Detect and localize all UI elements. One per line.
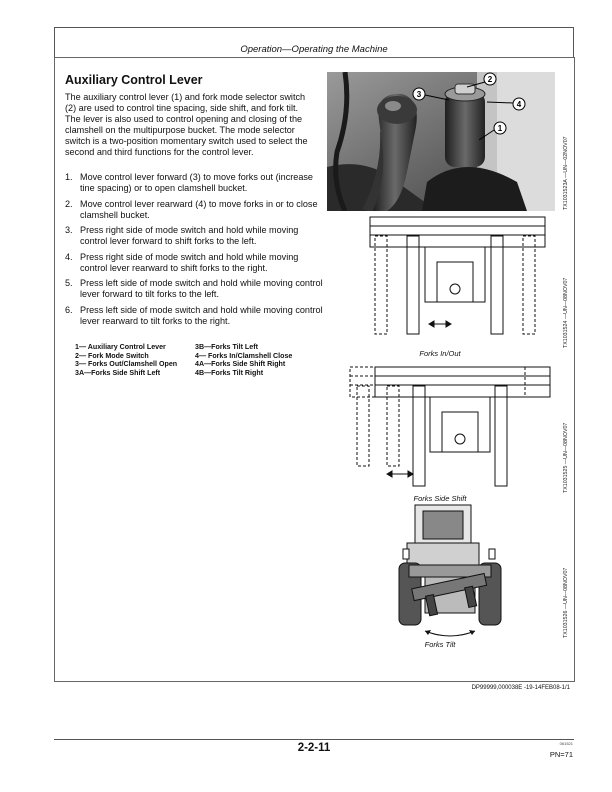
forks-tilt-caption: Forks Tilt: [424, 640, 456, 649]
legend-right: [195, 343, 325, 378]
legend-left: [75, 343, 195, 378]
step-text: Press right side of mode switch and hold while moving control lever forward to shift forks to the left.: [80, 225, 299, 247]
step-number: 1.: [65, 172, 73, 182]
forks-in-out-diagram: [355, 214, 555, 350]
steps-list: [65, 172, 325, 332]
header-rule: [54, 27, 574, 28]
section-heading: Auxiliary Control Lever: [65, 73, 203, 87]
control-lever-photo: [327, 72, 555, 211]
legend-item: 2— Fork Mode Switch: [75, 351, 149, 360]
legend-item: 1— Auxiliary Control Lever: [75, 343, 166, 351]
callout-2: 2: [487, 75, 493, 84]
callout-3: 3: [416, 90, 422, 99]
forks-tilt-diagram: [385, 503, 515, 643]
callout-4: 4: [516, 100, 522, 109]
footer-rule: [54, 739, 574, 740]
forks-in-out-caption: Forks In/Out: [419, 349, 461, 358]
step-number: 2.: [65, 198, 73, 209]
step-number: 4.: [65, 251, 73, 262]
step-text: Move control lever rearward (4) to move forks in or to close clamshell bucket.: [80, 198, 318, 220]
legend-item: 3A—Forks Side Shift Left: [75, 369, 161, 378]
callout-1: 1: [497, 124, 503, 133]
intro-paragraph: The auxiliary control lever (1) and fork mode selector switch (2) are used to control tine spacing, side shift, and fork tilt. The lever is also used to control opening and closing of the clamshell on the multipurpose bucket. The mode selector switch is a two-position momentary switch used to select the second and third functions for the control lever.: [65, 92, 308, 158]
step-number: 5.: [65, 278, 73, 289]
step-item: [65, 225, 325, 247]
step-item: [65, 252, 325, 274]
step-item: [65, 305, 325, 327]
pn-number: PN=71: [549, 750, 573, 759]
step-item: [65, 278, 325, 300]
forks-side-shift-tag: TX1031525 —UN—08NOV07: [563, 422, 569, 493]
forks-in-out-tag: TX1031524 —UN—08NOV07: [563, 277, 569, 348]
forks-side-shift-diagram: [345, 362, 555, 492]
legend-item: 4A—Forks Side Shift Right: [195, 360, 286, 369]
legend-item: 4— Forks In/Clamshell Close: [195, 351, 293, 360]
running-header: Operation—Operating the Machine: [240, 44, 388, 55]
step-text: Press left side of mode switch and hold while moving control lever rearward to tilt forks to the right.: [80, 304, 323, 326]
document-reference: DP99999,000038E -19-14FEB08-1/1: [471, 685, 570, 691]
legend-item: 3B—Forks Tilt Left: [195, 343, 258, 351]
legend-item: 4B—Forks Tilt Right: [195, 369, 264, 378]
footer-code: 061521: [559, 741, 573, 746]
step-text: Press left side of mode switch and hold while moving control lever forward to tilt forks to the left.: [80, 278, 323, 300]
legend-item: 3— Forks Out/Clamshell Open: [75, 360, 178, 369]
forks-tilt-tag: TX1031526 —UN—08NOV07: [563, 567, 569, 638]
page-number: 2-2-11: [297, 742, 331, 754]
step-text: Press right side of mode switch and hold while moving control lever rearward to shift forks to the right.: [80, 251, 299, 273]
forks-side-shift-caption: Forks Side Shift: [413, 494, 467, 503]
step-text: Move control lever forward (3) to move forks out (increase tine spacing) or to open clamshell bucket.: [80, 172, 313, 193]
step-number: 6.: [65, 304, 73, 315]
photo-figure-tag: TX1031523A —UN—02NOV07: [563, 136, 569, 210]
step-item: [65, 172, 325, 194]
step-item: [65, 199, 325, 221]
step-number: 3.: [65, 225, 73, 236]
